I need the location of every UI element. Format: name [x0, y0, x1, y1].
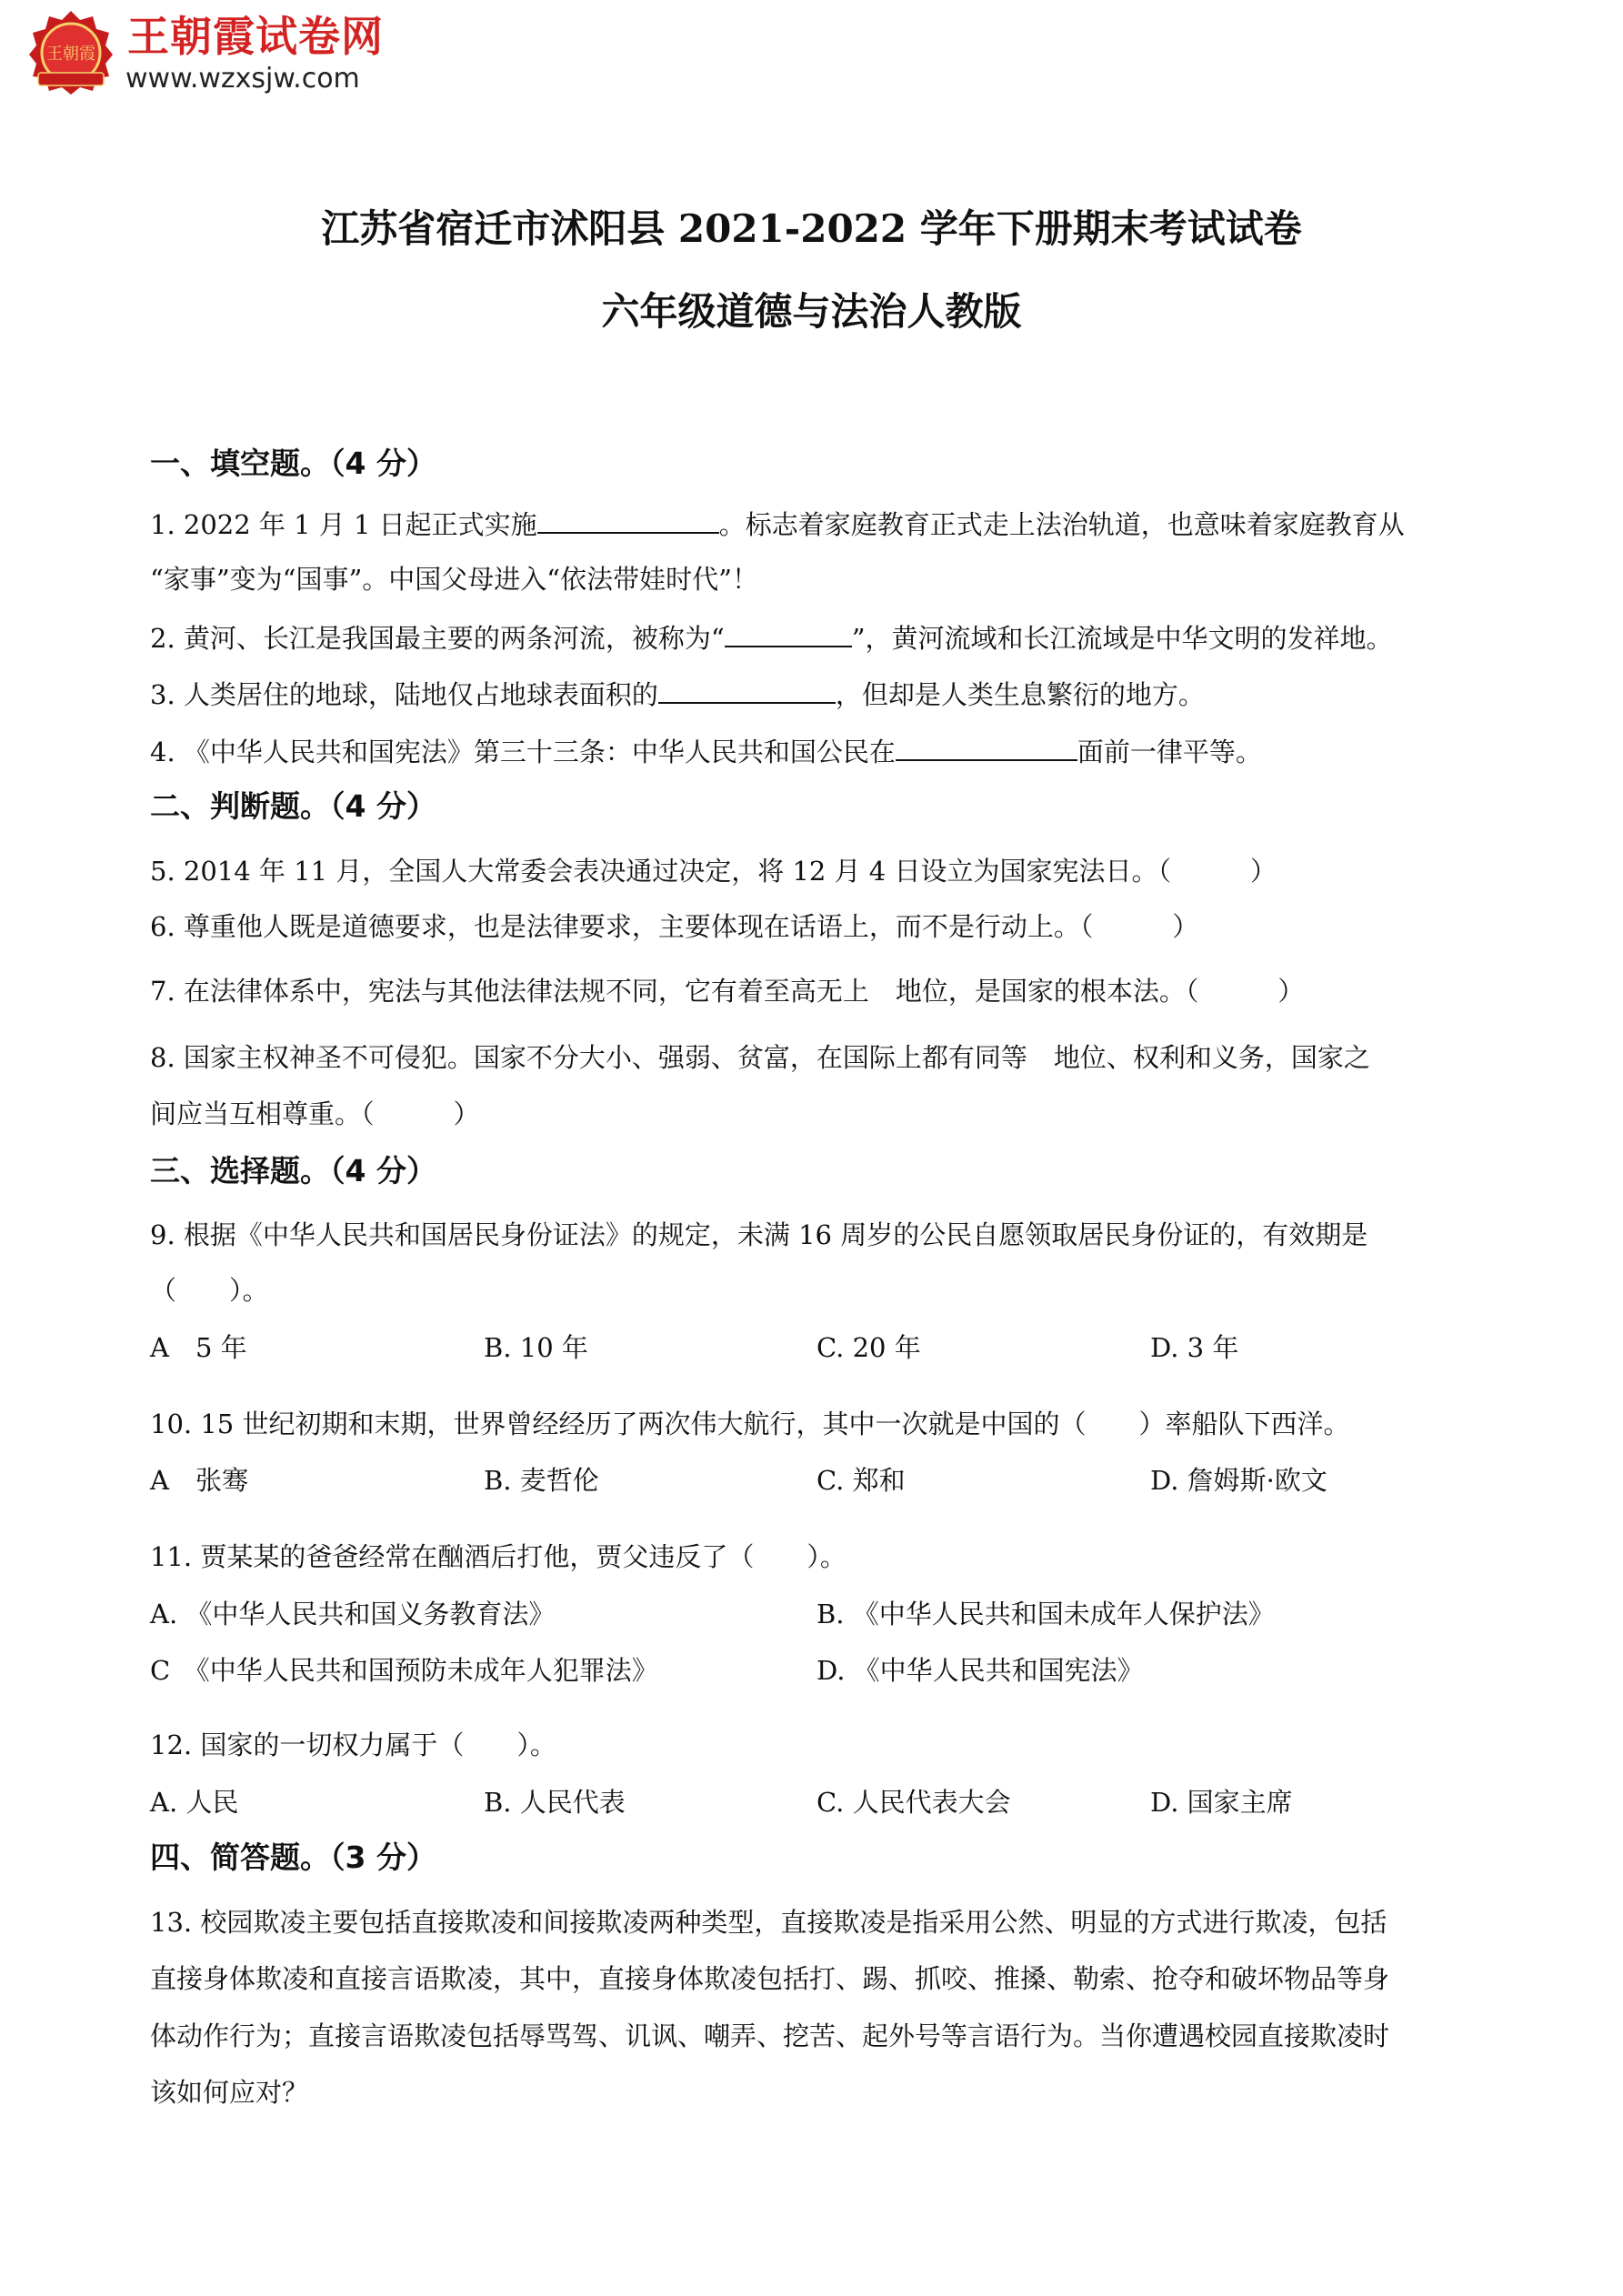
question-8-line-2: 间应当互相尊重。（ ） — [150, 1098, 480, 1129]
question-12: 12. 国家的一切权力属于（ ）。 — [150, 1730, 556, 1760]
q11-option-d[interactable]: D. 《中华人民共和国宪法》 — [817, 1655, 1144, 1686]
section-multiple-choice: 三、选择题。（4 分） — [150, 1153, 436, 1188]
question-5: 5. 2014 年 11 月，全国人大常委会表决通过决定，将 12 月 4 日设立为国家宪法日。（ ） — [150, 856, 1277, 887]
q12-option-b[interactable]: B. 人民代表 — [484, 1787, 626, 1818]
q1-text-a: 1. 2022 年 1 月 1 日起正式实施 — [150, 509, 537, 540]
q9-option-b[interactable]: B. 10 年 — [484, 1332, 588, 1363]
brand-name: 王朝霞试卷网 — [127, 12, 384, 61]
q3-text-a: 3. 人类居住的地球，陆地仅占地球表面积的 — [150, 679, 658, 710]
section-short-answer: 四、简答题。（3 分） — [150, 1840, 436, 1875]
brand-logo-icon — [25, 7, 116, 98]
question-13-line-3: 体动作行为；直接言语欺凌包括辱骂驾、讥讽、嘲弄、挖苦、起外号等言语行为。当你遭遇校园直接欺凌时 — [150, 2020, 1390, 2051]
question-10: 10. 15 世纪初期和末期，世界曾经经历了两次伟大航行，其中一次就是中国的（ ）率船队下西洋。 — [150, 1409, 1350, 1439]
q9-option-d[interactable]: D. 3 年 — [1150, 1332, 1239, 1363]
question-9-line-2: （ ）。 — [150, 1275, 269, 1306]
q3-blank[interactable] — [658, 675, 836, 704]
question-11: 11. 贾某某的爸爸经常在酗酒后打他，贾父违反了（ ）。 — [150, 1541, 847, 1572]
q4-blank[interactable] — [896, 732, 1077, 761]
page-subtitle: 六年级道德与法治人教版 — [601, 289, 1022, 334]
question-13-line-1: 13. 校园欺凌主要包括直接欺凌和间接欺凌两种类型，直接欺凌是指采用公然、明显的方式进行欺凌，包括 — [150, 1907, 1388, 1938]
q12-option-a[interactable]: A. 人民 — [150, 1787, 239, 1818]
q2-blank[interactable] — [725, 618, 852, 647]
section-fill-blank: 一、填空题。（4 分） — [150, 446, 436, 481]
question-13-line-2: 直接身体欺凌和直接言语欺凌，其中，直接身体欺凌包括打、踢、抓咬、推搡、勒索、抢夺和破坏物品等身 — [150, 1963, 1390, 1994]
q10-option-b[interactable]: B. 麦哲伦 — [484, 1465, 599, 1496]
q10-option-d[interactable]: D. 詹姆斯·欧文 — [1150, 1465, 1327, 1496]
page-title: 江苏省宿迁市沭阳县 2021-2022 学年下册期末考试试卷 — [321, 206, 1302, 251]
seal-text: 王朝霞 — [46, 45, 95, 64]
q9-option-a[interactable]: A 5 年 — [150, 1332, 247, 1363]
q11-option-c[interactable]: C 《中华人民共和国预防未成年人犯罪法》 — [150, 1655, 658, 1686]
q11-option-b[interactable]: B. 《中华人民共和国未成年人保护法》 — [817, 1599, 1275, 1629]
q11-option-a[interactable]: A. 《中华人民共和国义务教育法》 — [150, 1599, 556, 1629]
q10-option-a[interactable]: A 张骞 — [150, 1465, 248, 1496]
q2-text-a: 2. 黄河、长江是我国最主要的两条河流，被称为“ — [150, 623, 725, 654]
question-13-line-4: 该如何应对？ — [150, 2077, 309, 2108]
question-8-line-1: 8. 国家主权神圣不可侵犯。国家不分大小、强弱、贫富，在国际上都有同等 地位、权利和义务，国家之 — [150, 1042, 1370, 1073]
question-2 — [150, 618, 1393, 657]
q9-option-c[interactable]: C. 20 年 — [817, 1332, 921, 1363]
section-true-false: 二、判断题。（4 分） — [150, 788, 436, 824]
question-7: 7. 在法律体系中，宪法与其他法律法规不同，它有着至高无上 地位，是国家的根本法。（ ） — [150, 976, 1305, 1007]
q10-option-c[interactable]: C. 郑和 — [817, 1465, 906, 1496]
question-6: 6. 尊重他人既是道德要求，也是法律要求，主要体现在话语上，而不是行动上。（ ） — [150, 911, 1199, 942]
q3-text-b: ，但却是人类生息繁衍的地方。 — [835, 679, 1205, 710]
question-3 — [150, 675, 1205, 713]
q12-option-c[interactable]: C. 人民代表大会 — [817, 1787, 1011, 1818]
question-9-line-1: 9. 根据《中华人民共和国居民身份证法》的规定，未满 16 周岁的公民自愿领取居民身份证的，有效期是 — [150, 1219, 1368, 1250]
q4-text-a: 4. 《中华人民共和国宪法》第三十三条：中华人民共和国公民在 — [150, 737, 896, 767]
q12-option-d[interactable]: D. 国家主席 — [1150, 1787, 1293, 1818]
question-4 — [150, 732, 1262, 770]
q1-text-c: “家事”变为“国事”。中国父母进入“依法带娃时代”！ — [150, 564, 758, 595]
q4-text-b: 面前一律平等。 — [1077, 737, 1262, 767]
q1-text-b: 。标志着家庭教育正式走上法治轨道，也意味着家庭教育从 — [718, 509, 1405, 540]
q1-blank[interactable] — [537, 505, 719, 534]
q2-text-b: ”，黄河流域和长江流域是中华文明的发祥地。 — [851, 623, 1393, 654]
question-1 — [150, 505, 1405, 543]
brand-url[interactable]: www.wzxsjw.com — [125, 63, 360, 95]
